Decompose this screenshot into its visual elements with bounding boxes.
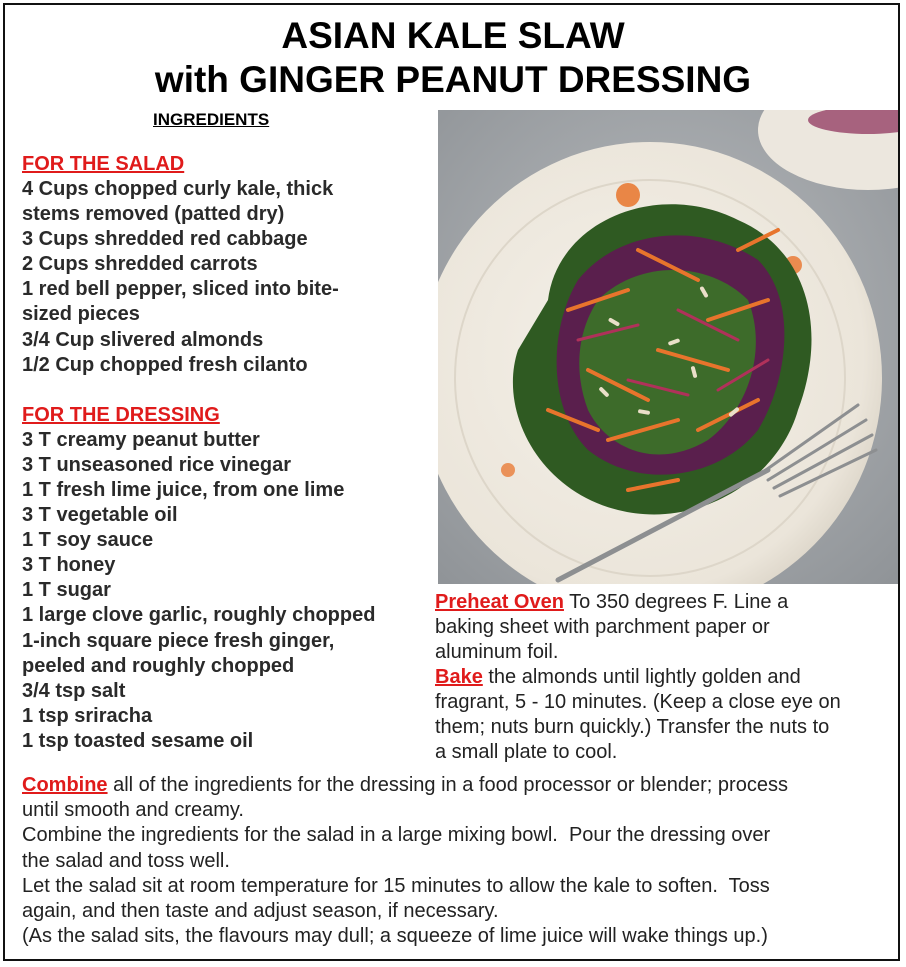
dressing-heading: FOR THE DRESSING <box>22 403 220 426</box>
dressing-line: peeled and roughly chopped <box>22 654 295 677</box>
salad-line: 1/2 Cup chopped fresh cilanto <box>22 353 308 376</box>
salad-line: 2 Cups shredded carrots <box>22 253 258 276</box>
dressing-line: 3 T unseasoned rice vinegar <box>22 453 291 476</box>
dressing-line: 1-inch square piece fresh ginger, <box>22 629 335 652</box>
dressing-line: 1 T fresh lime juice, from one lime <box>22 478 345 501</box>
combine-text: the salad and toss well. <box>22 849 230 872</box>
dressing-line: 1 T soy sauce <box>22 529 154 552</box>
combine-instructions <box>22 773 892 949</box>
dressing-line: 1 T sugar <box>22 579 111 602</box>
salad-line: 1 red bell pepper, sliced into bite- <box>22 278 339 301</box>
preheat-text: To 350 degrees F. Line a <box>563 591 789 613</box>
bake-text: a small plate to cool. <box>435 741 618 763</box>
combine-text: (As the salad sits, the flavours may dull; a squeeze of lime juice will wake things up.) <box>22 925 768 948</box>
dressing-line: 3/4 tsp salt <box>22 679 126 702</box>
recipe-title-line2: with GINGER PEANUT DRESSING <box>154 59 752 100</box>
oven-instructions <box>435 590 895 765</box>
salad-plate-photo <box>438 110 898 584</box>
recipe-title-line1: ASIAN KALE SLAW <box>281 15 625 56</box>
ingredients-heading: INGREDIENTS <box>153 110 270 129</box>
bake-text: the almonds until lightly golden and <box>482 666 801 688</box>
section-spacer <box>22 378 432 403</box>
dressing-line: 1 tsp sriracha <box>22 704 153 727</box>
bake-text: fragrant, 5 - 10 minutes. (Keep a close eye on <box>435 691 841 713</box>
preheat-oven-label: Preheat Oven <box>435 591 564 613</box>
dressing-line: 1 tsp toasted sesame oil <box>22 729 254 752</box>
dressing-line: 3 T vegetable oil <box>22 504 178 527</box>
salad-line: 4 Cups chopped curly kale, thick <box>22 178 334 200</box>
salad-line: sized pieces <box>22 303 140 326</box>
dressing-line: 1 large clove garlic, roughly chopped <box>22 604 376 627</box>
salad-line: stems removed (patted dry) <box>22 203 285 226</box>
salad-line: 3/4 Cup slivered almonds <box>22 328 264 351</box>
bake-label: Bake <box>435 666 483 688</box>
preheat-text: aluminum foil. <box>435 641 559 663</box>
combine-text: Combine the ingredients for the salad in a large mixing bowl. Pour the dressing over <box>22 824 771 847</box>
combine-text: all of the ingredients for the dressing in a food processor or blender; process <box>107 774 788 796</box>
preheat-text: baking sheet with parchment paper or <box>435 616 770 638</box>
combine-text: again, and then taste and adjust season, if necessary. <box>22 900 499 923</box>
combine-label: Combine <box>22 774 108 796</box>
dressing-line: 3 T honey <box>22 554 116 577</box>
combine-text: until smooth and creamy. <box>22 799 244 822</box>
dressing-line: 3 T creamy peanut butter <box>22 428 260 451</box>
bake-text: them; nuts burn quickly.) Transfer the nuts to <box>435 716 830 738</box>
combine-text: Let the salad sit at room temperature for 15 minutes to allow the kale to soften. Toss <box>22 874 770 897</box>
salad-line: 3 Cups shredded red cabbage <box>22 228 308 251</box>
salad-heading: FOR THE SALAD <box>22 153 185 175</box>
ingredients-column <box>22 152 432 754</box>
